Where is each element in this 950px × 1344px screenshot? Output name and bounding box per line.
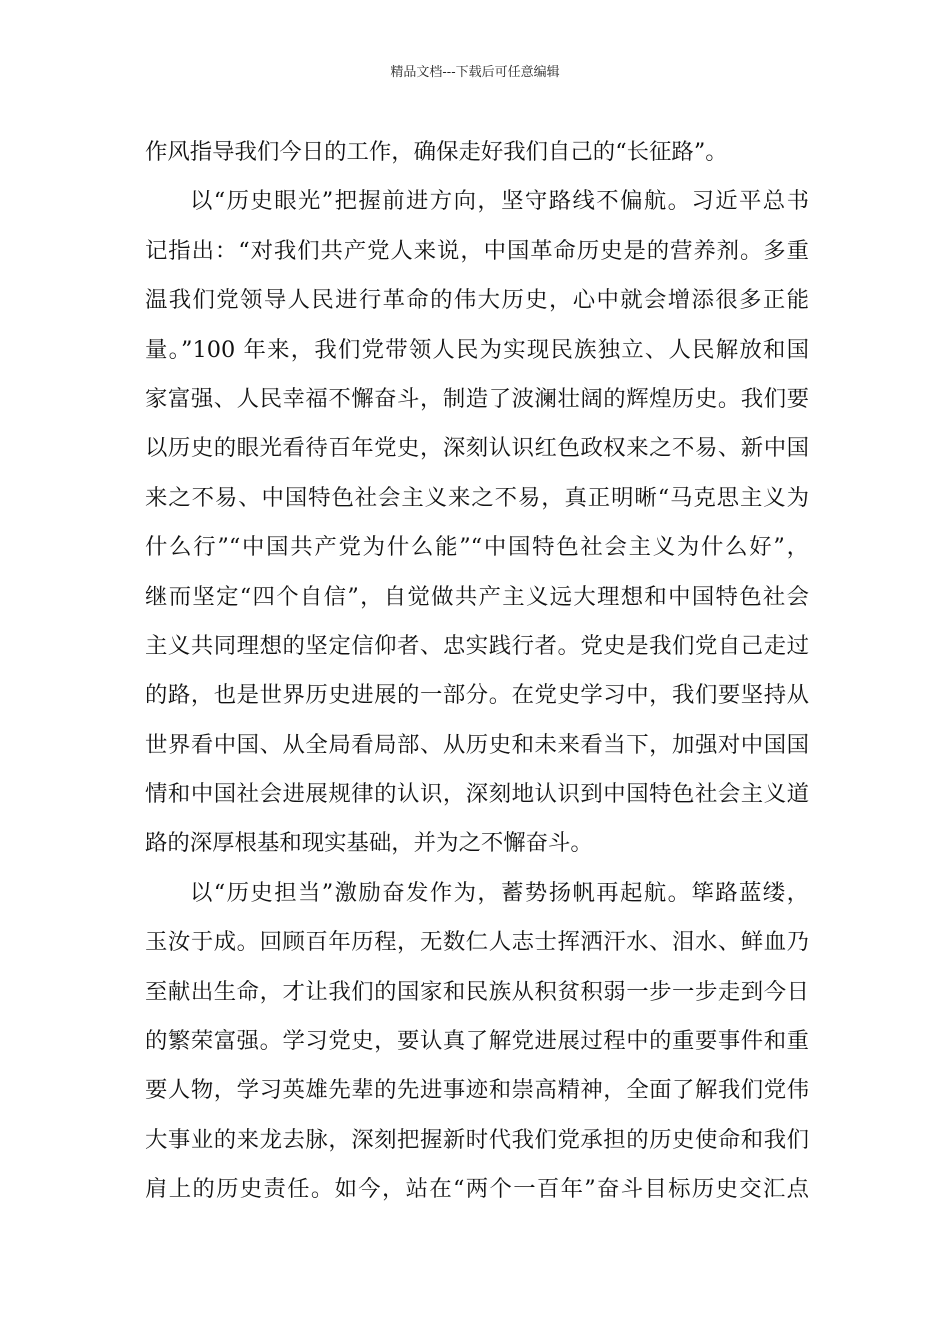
text-line: 以历史的眼光看待百年党史，深刻认识红色政权来之不易、新中国 [145, 435, 809, 462]
text-line: 大事业的来龙去脉，深刻把握新时代我们党承担的历史使命和我们 [145, 1126, 809, 1153]
text-line: 什么行”“中国共产党为什么能”“中国特色社会主义为什么好”， [145, 534, 809, 561]
text-line: 路的深厚根基和现实基础，并为之不懈奋斗。 [145, 830, 593, 857]
text-line: 作风指导我们今日的工作，确保走好我们自己的“长征路”。 [145, 139, 728, 165]
document-body [145, 128, 809, 1215]
text-line: 记指出：“对我们共产党人来说，中国革命历史是的营养剂。多重 [145, 237, 809, 264]
text-line: 来之不易、中国特色社会主义来之不易，真正明晰“马克思主义为 [145, 484, 809, 511]
text-line: 量。”100 年来，我们党带领人民为实现民族独立、人民解放和国 [145, 336, 809, 363]
text-line: 要人物，学习英雄先辈的先进事迹和崇高精神，全面了解我们党伟 [145, 1077, 809, 1104]
text-line: 的繁荣富强。学习党史，要认真了解党进展过程中的重要事件和重 [145, 1028, 809, 1055]
text-line: 至献出生命，才让我们的国家和民族从积贫积弱一步一步走到今日 [145, 978, 809, 1005]
page-header: 精品文档---下载后可任意编辑 [390, 65, 560, 80]
text-line: 世界看中国、从全局看局部、从历史和未来看当下，加强对中国国 [145, 731, 809, 758]
text-line: 情和中国社会进展规律的认识，深刻地认识到中国特色社会主义道 [145, 781, 809, 808]
text-line: 继而坚定“四个自信”，自觉做共产主义远大理想和中国特色社会 [145, 583, 809, 610]
text-line: 肩上的历史责任。如今，站在“两个一百年”奋斗目标历史交汇点 [145, 1176, 809, 1203]
text-line: 温我们党领导人民进行革命的伟大历史，心中就会增添很多正能 [145, 287, 809, 314]
text-line: 玉汝于成。回顾百年历程，无数仁人志士挥洒汗水、泪水、鲜血乃 [145, 929, 809, 956]
text-line-paragraph-start: 以“历史眼光”把握前进方向，坚守路线不偏航。习近平总书 [190, 188, 809, 215]
text-line: 的路，也是世界历史进展的一部分。在党史学习中，我们要坚持从 [145, 682, 809, 709]
text-line: 主义共同理想的坚定信仰者、忠实践行者。党史是我们党自己走过 [145, 632, 809, 659]
text-line: 家富强、人民幸福不懈奋斗，制造了波澜壮阔的辉煌历史。我们要 [145, 385, 809, 412]
text-line-paragraph-start: 以“历史担当”激励奋发作为，蓄势扬帆再起航。筚路蓝缕， [190, 879, 809, 906]
